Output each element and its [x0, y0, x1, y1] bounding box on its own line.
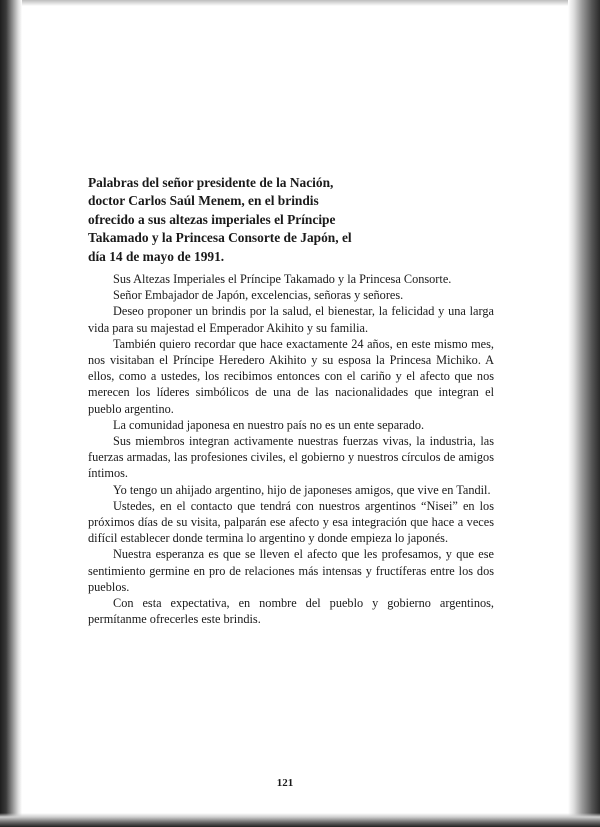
title-line: doctor Carlos Saúl Menem, en el brindis [88, 193, 319, 209]
paragraph: La comunidad japonesa en nuestro país no es un ente separado. [113, 417, 425, 432]
title-line: ofrecido a sus altezas imperiales el Príncipe [88, 211, 336, 227]
title-line: Takamado y la Princesa Consorte de Japón, el [88, 230, 352, 246]
paragraph: Nuestra esperanza es que se lleven el afecto que les profesamos, y que ese sentimiento germine en pro de relaciones más intensas y fructíferas entre los dos pueblos. [88, 547, 494, 594]
paragraph: Con esta expectativa, en nombre del pueblo y gobierno argentinos, permítanme ofrecerles este brindis. [88, 596, 494, 627]
paragraph: Deseo proponer un brindis por la salud, el bienestar, la felicidad y una larga vida para su majestad el Emperador Akihito y su familia. [88, 304, 494, 335]
speech-body [88, 271, 494, 627]
paragraph: Sus Altezas Imperiales el Príncipe Takamado y la Princesa Consorte. [113, 272, 452, 286]
page-number: 121 [276, 777, 294, 789]
paragraph: Ustedes, en el contacto que tendrá con nuestros argentinos “Nisei” en los próximos días de su visita, palparán ese afecto y esa integración que hace a veces difícil establecer donde termina lo argentino y donde empieza lo japonés. [88, 498, 494, 546]
scan-edge-left [0, 0, 22, 827]
title-line: Palabras del señor presidente de la Nación, [88, 175, 334, 190]
scan-edge-bottom [0, 813, 600, 827]
paragraph: Señor Embajador de Japón, excelencias, señoras y señores. [113, 288, 404, 303]
title-line: día 14 de mayo de 1991. [88, 248, 225, 264]
paragraph: También quiero recordar que hace exactamente 24 años, en este mismo mes, nos visitaban el Príncipe Heredero Akihito y su esposa la Princesa Michiko. A ellos, como a ustedes, los recibimos entonces con el cariño y el afecto que nos merecen los líderes simbólicos de una de las nacionalidades que integran el pueblo argentino. [88, 336, 494, 416]
scan-edge-top [0, 0, 600, 6]
scan-edge-right [568, 0, 600, 827]
document-title [88, 174, 388, 266]
paragraph: Sus miembros integran activamente nuestras fuerzas vivas, la industria, las fuerzas armadas, las profesiones civiles, el gobierno y nuestros círculos de amigos íntimos. [88, 434, 494, 481]
paragraph: Yo tengo un ahijado argentino, hijo de japoneses amigos, que vive en Tandil. [113, 482, 491, 497]
